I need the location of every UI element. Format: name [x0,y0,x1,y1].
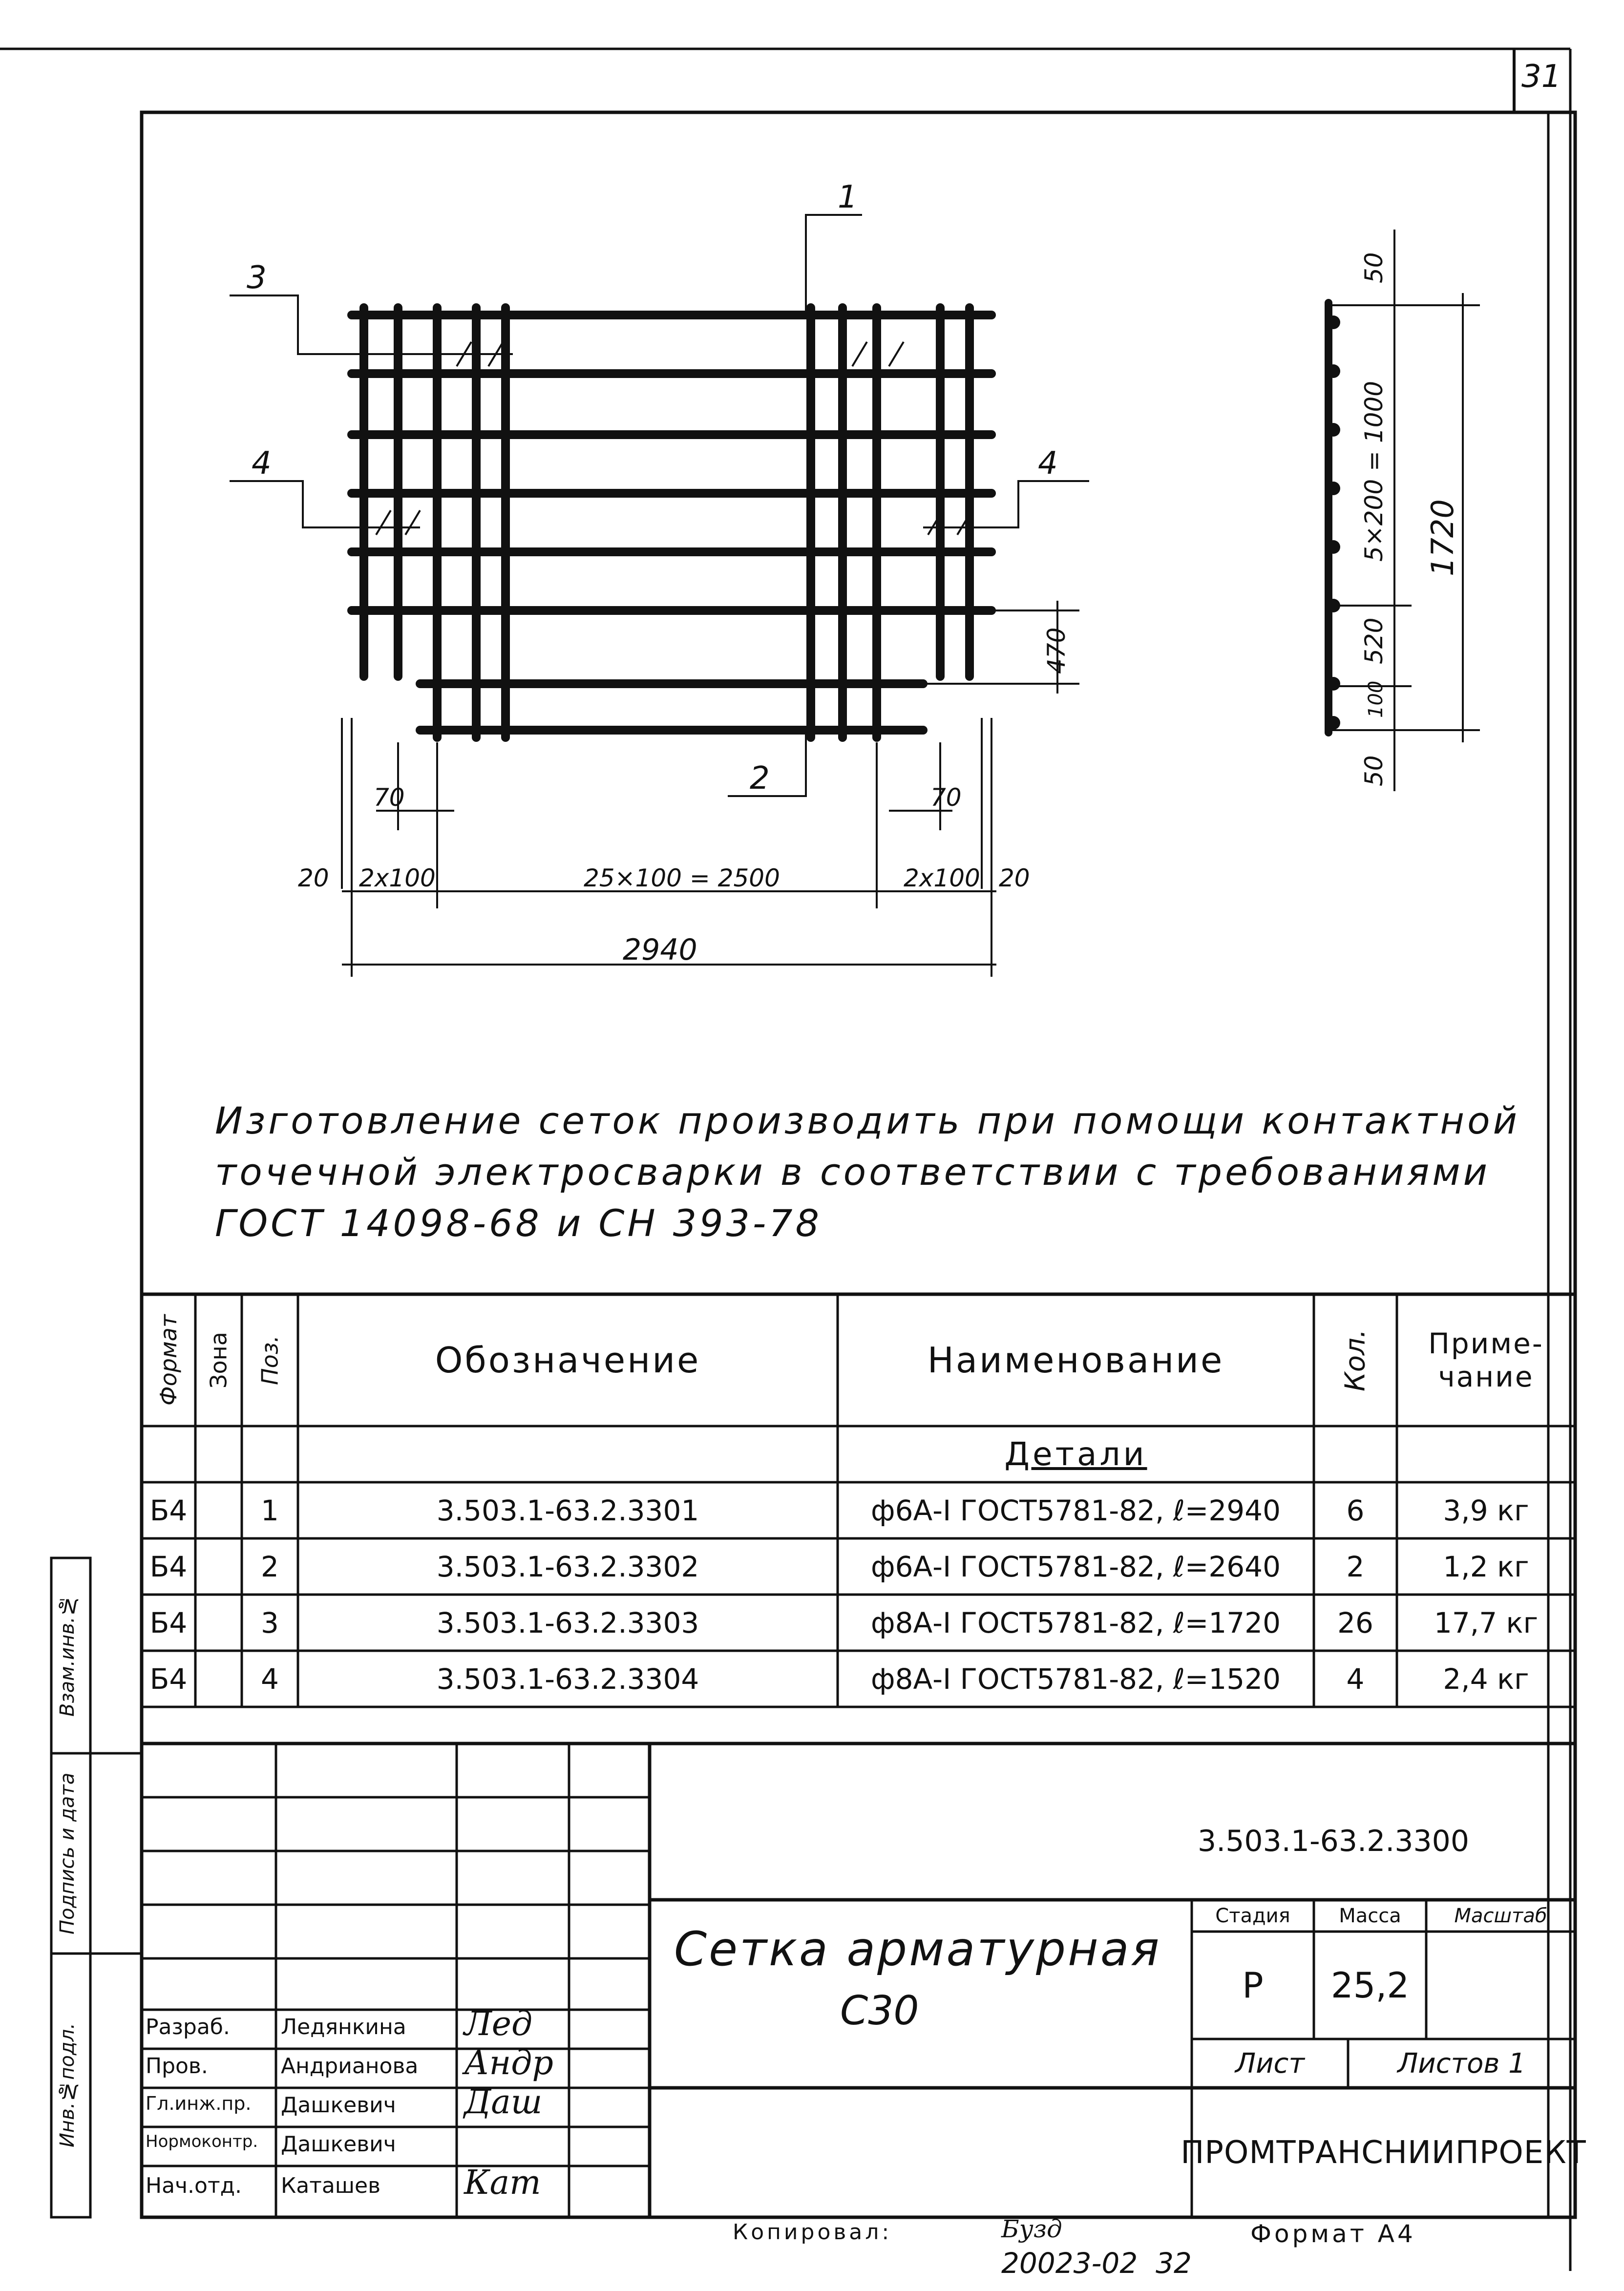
role-label: Нач.отд. [146,2173,242,2198]
sheet-label: Лист [1235,2047,1305,2080]
scale-value [1426,1932,1575,2039]
row-qty: 2 [1346,1550,1365,1583]
pos-label-4-right: 4 [1038,445,1058,482]
side-dim-1720: 1720 [1425,499,1460,576]
dim-25x100: 25×100 = 2500 [584,864,780,892]
dim-70-right: 70 [930,783,962,812]
role-name: Андрианова [281,2054,419,2079]
row-format: Б4 [149,1606,188,1639]
dim-20-left: 20 [298,864,329,892]
side-stamp-inv: Инв.№подл. [56,2023,79,2148]
header-format: Формат [155,1314,182,1406]
note-line-3: ГОСТ 14098-68 и СН 393-78 [215,1201,822,1245]
side-dim-5x200: 5×200 = 1000 [1360,380,1388,562]
row-name: ф8А-I ГОСТ5781-82, ℓ=1720 [871,1606,1281,1639]
role-signature: Даш [464,2083,543,2122]
header-zone: Зона [205,1332,232,1388]
role-name: Ледянкина [281,2015,406,2039]
dim-2x100-left: 2x100 [359,864,436,892]
pos-label-1: 1 [838,179,858,215]
stage-value: Р [1242,1965,1264,2006]
row-pos: 1 [261,1493,279,1527]
row-pos: 3 [261,1606,279,1639]
row-pos: 4 [261,1662,279,1696]
title-line-2: С30 [840,1988,919,2034]
row-qty: 4 [1346,1662,1365,1696]
doc-code: 3.503.1-63.2.3300 [1197,1824,1470,1858]
side-stamp-replace: Взам.инв.№ [56,1594,79,1717]
role-signature: Лед [464,2005,533,2043]
pos-label-4-left: 4 [252,445,272,482]
role-label: Гл.инж.пр. [146,2093,252,2114]
row-qty: 6 [1346,1493,1365,1527]
row-name: ф8А-I ГОСТ5781-82, ℓ=1520 [871,1662,1281,1696]
row-name: ф6А-I ГОСТ5781-82, ℓ=2640 [871,1550,1281,1583]
role-label: Пров. [146,2054,208,2079]
side-dim-50-top: 50 [1360,252,1388,283]
copied-label: Копировал: [733,2220,892,2245]
header-name: Наименование [927,1340,1224,1381]
dim-70-left: 70 [374,783,405,812]
organization: ПРОМТРАНСНИИПРОЕКТ [1181,2134,1586,2171]
row-qty: 26 [1337,1606,1373,1639]
side-dim-520: 520 [1360,617,1388,664]
header-designation: Обозначение [435,1340,701,1381]
role-signature: Андр [464,2044,553,2082]
role-name: Дашкевич [281,2132,396,2157]
pos-label-2: 2 [750,760,770,797]
inventory-number: 20023-02 32 [1001,2247,1192,2280]
mass-value: 25,2 [1330,1965,1410,2006]
role-label: Разраб. [146,2015,230,2039]
row-note: 3,9 кг [1443,1493,1529,1527]
format-label: Формат А4 [1250,2220,1416,2248]
header-note [1399,1297,1573,1424]
pos-label-3: 3 [247,260,267,296]
note-line-2: точечной электросварки в соответствии с требованиями [215,1150,1490,1194]
row-name: ф6А-I ГОСТ5781-82, ℓ=2940 [871,1493,1281,1527]
role-label: Нормоконтр. [146,2132,258,2151]
header-note-line2: чание [1438,1360,1534,1393]
copier-signature: Бузд [1001,2215,1062,2243]
header-pos: Поз. [256,1335,283,1385]
dim-2x100-right: 2x100 [904,864,980,892]
row-designation: 3.503.1-63.2.3302 [436,1550,699,1583]
dim-470: 470 [1042,627,1071,674]
role-name: Дашкевич [281,2093,396,2118]
role-name: Каташев [281,2173,381,2198]
sheets-label: Листов 1 [1397,2047,1526,2080]
row-designation: 3.503.1-63.2.3301 [436,1493,699,1527]
title-line-1: Сетка арматурная [674,1922,1161,1976]
row-format: Б4 [149,1662,188,1696]
row-note: 2,4 кг [1443,1662,1529,1696]
role-signature: Кат [464,2164,541,2202]
dim-20-right: 20 [999,864,1030,892]
page-number: 31 [1521,59,1561,95]
row-designation: 3.503.1-63.2.3303 [436,1606,699,1639]
stage-label: Стадия [1215,1904,1290,1927]
header-note-line1: Приме- [1428,1327,1544,1360]
dim-2940: 2940 [623,933,697,967]
note-line-1: Изготовление сеток производить при помощи контактной [215,1099,1520,1142]
side-dim-100: 100 [1365,680,1387,718]
scale-label: Масштаб [1454,1904,1547,1927]
row-format: Б4 [149,1493,188,1527]
side-dim-50-bottom: 50 [1360,755,1388,786]
row-note: 17,7 кг [1434,1606,1539,1639]
row-pos: 2 [261,1550,279,1583]
mass-label: Масса [1339,1904,1401,1927]
side-stamp-signature: Подпись и дата [56,1772,79,1934]
spec-section-parts: Детали [1004,1435,1147,1473]
header-qty: Кол. [1339,1329,1371,1391]
row-designation: 3.503.1-63.2.3304 [436,1662,699,1696]
row-note: 1,2 кг [1443,1550,1529,1583]
row-format: Б4 [149,1550,188,1583]
